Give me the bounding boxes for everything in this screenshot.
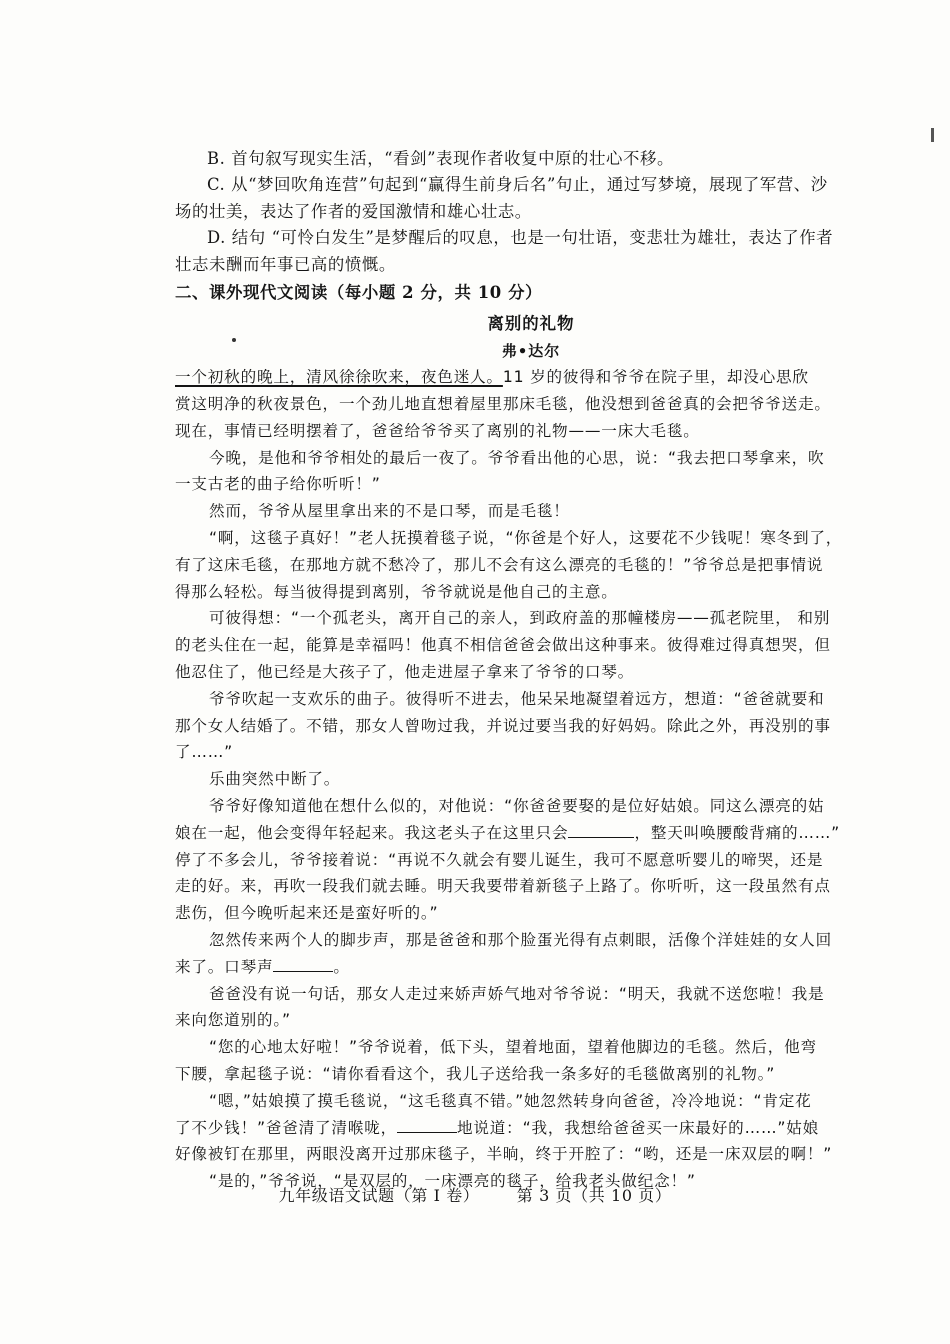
article-author: 弗•达尔 — [501, 341, 561, 360]
option-d-line-2: 壮志未酬而年事已高的愤慨。 — [175, 254, 396, 274]
story-line: “是的，”爷爷说，“是双层的，一床漂亮的毯子，给我老头做纪念！” — [209, 1172, 696, 1191]
story-line: 停了不多会儿，爷爷接着说：“再说不久就会有婴儿诞生，我可不愿意听婴儿的啼哭，还是 — [175, 850, 824, 869]
story-text: 11 岁的彼得和爷爷在院子里，却没心思欣 — [502, 368, 809, 387]
option-c-line-2: 场的壮美，表达了作者的爱国激情和雄心壮志。 — [175, 201, 532, 221]
fill-in-blank-3 — [397, 1117, 457, 1133]
page-content — [175, 146, 887, 1195]
story-line: 的老头住在一起，能算是幸福吗！他真不相信爸爸会做出这种事来。彼得难过得真想哭，但 — [175, 636, 831, 655]
story-line: 有了这床毛毯，在那地方就不愁冷了，那儿不会有这么漂亮的毛毯的！”爷爷总是把事情说 — [175, 555, 824, 574]
story-line: 现在，事情已经明摆着了，爸爸给爷爷买了离别的礼物——一床大毛毯。 — [175, 421, 700, 440]
story-line: 了……” — [175, 743, 234, 762]
story-line — [175, 820, 887, 847]
scan-edge-mark — [931, 128, 934, 142]
story-line: 忽然传来两个人的脚步声，那是爸爸和那个脸蛋光得有点刺眼，活像个洋娃娃的女人回 — [209, 930, 832, 949]
option-d-line-1: D. 结句 “可怜白发生”是梦醒后的叹息，也是一句壮语，变悲壮为雄壮，表达了作者 — [207, 228, 834, 248]
story-line: 他忍住了，他已经是大孩子了，他走进屋子拿来了爷爷的口琴。 — [175, 663, 635, 682]
story-line: 一支古老的曲子给你听听！” — [175, 475, 381, 494]
section-heading: 二、课外现代文阅读（每小题 2 分，共 10 分） — [175, 283, 543, 303]
story-text: 地说道：“我，我想给爸爸买一床最好的……”姑娘 — [457, 1118, 820, 1137]
story-line: 那个女人结婚了。不错，那女人曾吻过我，并说过要当我的好妈妈。除此之外，再没别的事 — [175, 716, 831, 735]
story-text: 娘在一起，他会变得年轻起来。我这老头子在这里只会 — [175, 823, 569, 842]
story-line: 爷爷好像知道他在想什么似的，对他说：“你爸爸要娶的是位好姑娘。同这么漂亮的姑 — [209, 797, 825, 815]
option-b: B. 首句叙写现实生活，“看剑”表现作者收复中原的壮心不移。 — [207, 149, 674, 168]
story-body — [175, 364, 887, 1195]
story-line: “嗯，”姑娘摸了摸毛毯说，“这毛毯真不错。”她忽然转身向爸爸，冷冷地说：“肯定花 — [209, 1091, 812, 1110]
story-line — [175, 364, 887, 391]
story-line: 可彼得想：“一个孤老头，离开自己的亲人，到政府盖的那幢楼房——孤老院里， 和别 — [209, 609, 831, 628]
story-line: 乐曲突然中断了。 — [209, 770, 341, 789]
story-line: 悲伤，但今晚听起来还是蛮好听的。” — [175, 904, 439, 923]
page-number: 第 3 页（共 10 页） — [516, 1186, 672, 1205]
story-line: 好像被钉在那里，两眼没离开过那床毯子，半晌，终于开腔了：“哟，还是一床双层的啊！” — [175, 1145, 833, 1164]
fill-in-blank-2 — [273, 956, 333, 972]
story-line: “您的心地太好啦！”爷爷说着，低下头，望着地面，望着他脚边的毛毯。然后，他弯 — [209, 1038, 817, 1057]
story-line — [175, 954, 887, 981]
story-text: ，整天叫唤腰酸背痛的……” — [634, 823, 841, 842]
story-line: 下腰，拿起毯子说：“请你看看这个，我儿子送给我一条多好的毛毯做离别的礼物。” — [175, 1064, 776, 1083]
story-text: 来了。口琴声 — [175, 957, 274, 976]
exam-name: 九年级语文试题（第 I 卷） — [278, 1186, 480, 1205]
option-c-line-1: C. 从“梦回吹角连营”句起到“赢得生前身后名”句止，通过写梦境，展现了军营、沙 — [207, 175, 828, 195]
underlined-sentence: 一个初秋的晚上，清风徐徐吹来，夜色迷人。 — [175, 368, 503, 387]
story-line: 今晚，是他和爷爷相处的最后一夜了。爷爷看出他的心思，说：“我去把口琴拿来，吹 — [209, 448, 825, 467]
story-text: 了不少钱！”爸爸清了清喉咙， — [175, 1118, 397, 1137]
fill-in-blank-1 — [568, 822, 634, 838]
story-line: 走的好。来，再吹一段我们就去睡。明天我要带着新毯子上路了。你听听，这一段虽然有点 — [175, 877, 831, 896]
story-text: 。 — [333, 957, 350, 976]
story-line: 得那么轻松。每当彼得提到离别，爷爷就说是他自己的主意。 — [175, 582, 618, 601]
story-line: 来向您道别的。” — [175, 1011, 291, 1030]
story-line: 赏这明净的秋夜景色，一个劲儿地直想着屋里那床毛毯，他没想到爸爸真的会把爷爷送走。 — [175, 395, 831, 414]
story-line: 爸爸没有说一句话，那女人走过来娇声娇气地对爷爷说：“明天，我就不送您啦！我是 — [209, 984, 825, 1003]
story-line: 然而，爷爷从屋里拿出来的不是口琴，而是毛毯！ — [209, 502, 570, 521]
story-line — [175, 1115, 887, 1142]
story-line: “啊，这毯子真好！”老人抚摸着毯子说，“你爸是个好人，这要花不少钱呢！寒冬到了， — [209, 529, 843, 548]
story-line: 爷爷吹起一支欢乐的曲子。彼得听不进去，他呆呆地凝望着远方，想道：“爸爸就要和 — [209, 689, 825, 708]
page-footer — [0, 1183, 950, 1206]
article-title: 离别的礼物 — [487, 314, 575, 334]
